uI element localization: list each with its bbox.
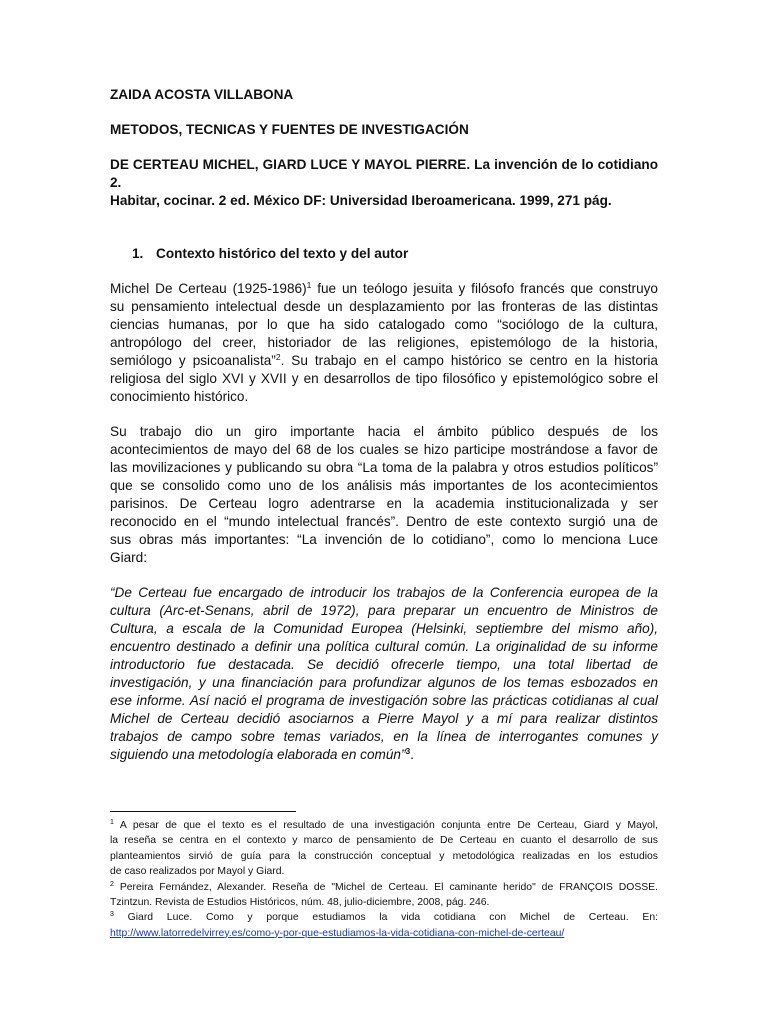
paragraph-line: Giard: <box>110 550 148 565</box>
footnote-1 <box>110 818 658 880</box>
paragraph-line: antropólogo del creer, historiador de las religiones, epistemólogo de la historia, <box>110 335 658 350</box>
paragraph-line: Michel De Certeau (1925-1986)$^1$ fue un teólogo jesuita y filósofo francés que construyo <box>110 280 658 296</box>
quote-line: Michel de Certeau decidió asociarnos a Pierre Mayol y a mí para realizar distintos <box>110 711 658 726</box>
footnote-line: Tzintzun. Revista de Estudios Históricos, núm. 48, julio-diciembre, 2008, pág. 246. <box>110 897 490 909</box>
footnote-ref-3[interactable]: 3 <box>405 746 411 756</box>
citation-line: DE CERTEAU MICHEL, GIARD LUCE Y MAYOL PIERRE. La invención de lo cotidiano 2. <box>110 157 658 190</box>
footnote-line: $^3$ Giard Luce. Como y porque estudiamos la vida cotidiana con Michel de Certeau. En: <box>110 911 658 924</box>
footnotes <box>110 818 658 941</box>
quote-line: trabajos de campo sobre temas variados, en la línea de interrogantes comunes y <box>110 729 658 744</box>
quote-line: “De Certeau fue encargado de introducir los trabajos de la Conferencia europea de la <box>110 585 658 600</box>
paragraph-context <box>110 423 658 567</box>
paragraph-line: sus obras más importantes: “La invención de lo cotidiano”, como lo menciona Luce <box>110 532 658 547</box>
paragraph-line: Su trabajo dio un giro importante hacia el ámbito público después de los <box>110 424 658 439</box>
block-quote <box>110 584 658 764</box>
author-name: ZAIDA ACOSTA VILLABONA <box>110 87 294 102</box>
quote-line: introductorio fue destacada. Se decidió ofrecerle tiempo, una total libertad de <box>110 657 658 672</box>
bibliographic-citation <box>110 156 658 210</box>
footnote-line: de caso realizados por Mayol y Giard. <box>110 866 285 878</box>
paragraph-line: reconocido en el “mundo intelectual francés”. Dentro de este contexto surgió una de <box>110 514 658 529</box>
paragraph-line: que se consolido como uno de los análisis más importantes de los acontecimientos <box>110 478 658 493</box>
paragraph-line: acontecimientos de mayo del 68 de los cuales se hizo participe mostrándose a favor de <box>110 442 658 457</box>
quote-line: encuentro destinado a definir una política cultural común. La originalidad de su informe <box>110 639 658 654</box>
footnote-link[interactable]: http://www.latorredelvirrey.es/como-y-por-que-estudiamos-la-vida-cotidiana-con-michel-de-certeau/ <box>110 927 565 939</box>
paragraph-line: religiosa del siglo XVI y XVII y en desarrollos de tipo filosófico y epistemológico sobre el <box>110 371 658 386</box>
footnote-line: $^1$ A pesar de que el texto es el resultado de una investigación conjunta entre De Certeau, Giard y Mayol, <box>110 819 658 831</box>
footnote-line: planteamientos sirvió de guía para la construcción conceptual y metodológica realizadas en los estudios <box>110 850 658 862</box>
paragraph-line: conocimiento histórico. <box>110 389 249 404</box>
paragraph-line: parisinos. De Certeau logro adentrarse en la academia institucionalizada y ser <box>110 496 658 511</box>
paragraph-line: semiólogo y psicoanalista”$^2$. Su trabajo en el campo histórico se centro en la historia <box>110 352 658 368</box>
footnote-2 <box>110 880 658 911</box>
footnote-ref-2[interactable]: 2 <box>275 352 281 362</box>
paragraph-line: las movilizaciones y publicando su obra “La toma de la palabra y otros estudios políticos” <box>110 460 658 475</box>
footnote-3 <box>110 910 658 941</box>
quote-line: siguiendo una metodología elaborada en común”$^3$. <box>110 746 415 762</box>
paragraph-line: su pensamiento intelectual desde un desplazamiento por las fronteras de las distintas <box>110 299 658 314</box>
quote-line: Cultura, a escala de la Comunidad Europea (Helsinki, septiembre del mismo año), <box>110 621 658 636</box>
section-heading <box>110 245 658 263</box>
footnote-ref-1[interactable]: 1 <box>306 280 312 290</box>
paragraph-biography <box>110 280 658 406</box>
footnote-line: $^2$ Pereira Fernández, Alexander. Reseña de "Michel de Certeau. El caminante herido" de FRANÇOIS DOSSE. <box>110 880 658 893</box>
quote-line: cultura (Arc-et-Senans, abril de 1972), para preparar un encuentro de Ministros de <box>110 603 658 618</box>
quote-line: investigación, y una financiación para profundizar algunos de los temas esbozados en <box>110 675 658 690</box>
paragraph-line: ciencias humanas, por lo que ha sido catalogado como “sociólogo de la cultura, <box>110 317 658 332</box>
document-body <box>110 86 658 764</box>
course-title: METODOS, TECNICAS Y FUENTES DE INVESTIGACIÓN <box>110 122 469 137</box>
footnote-separator <box>110 811 296 812</box>
section-title: Contexto histórico del texto y del autor <box>156 246 409 261</box>
citation-line: Habitar, cocinar. 2 ed. México DF: Universidad Iberoamericana. 1999, 271 pág. <box>110 193 612 208</box>
section-number: 1. <box>132 246 144 261</box>
footnote-line <box>110 926 658 941</box>
quote-line: ese informe. Así nació el programa de investigación sobre las prácticas cotidianas al cual <box>110 693 658 708</box>
footnote-line: la reseña se centra en el contexto y marco de pensamiento de De Certeau en cuanto el desarrollo de sus <box>110 835 658 847</box>
